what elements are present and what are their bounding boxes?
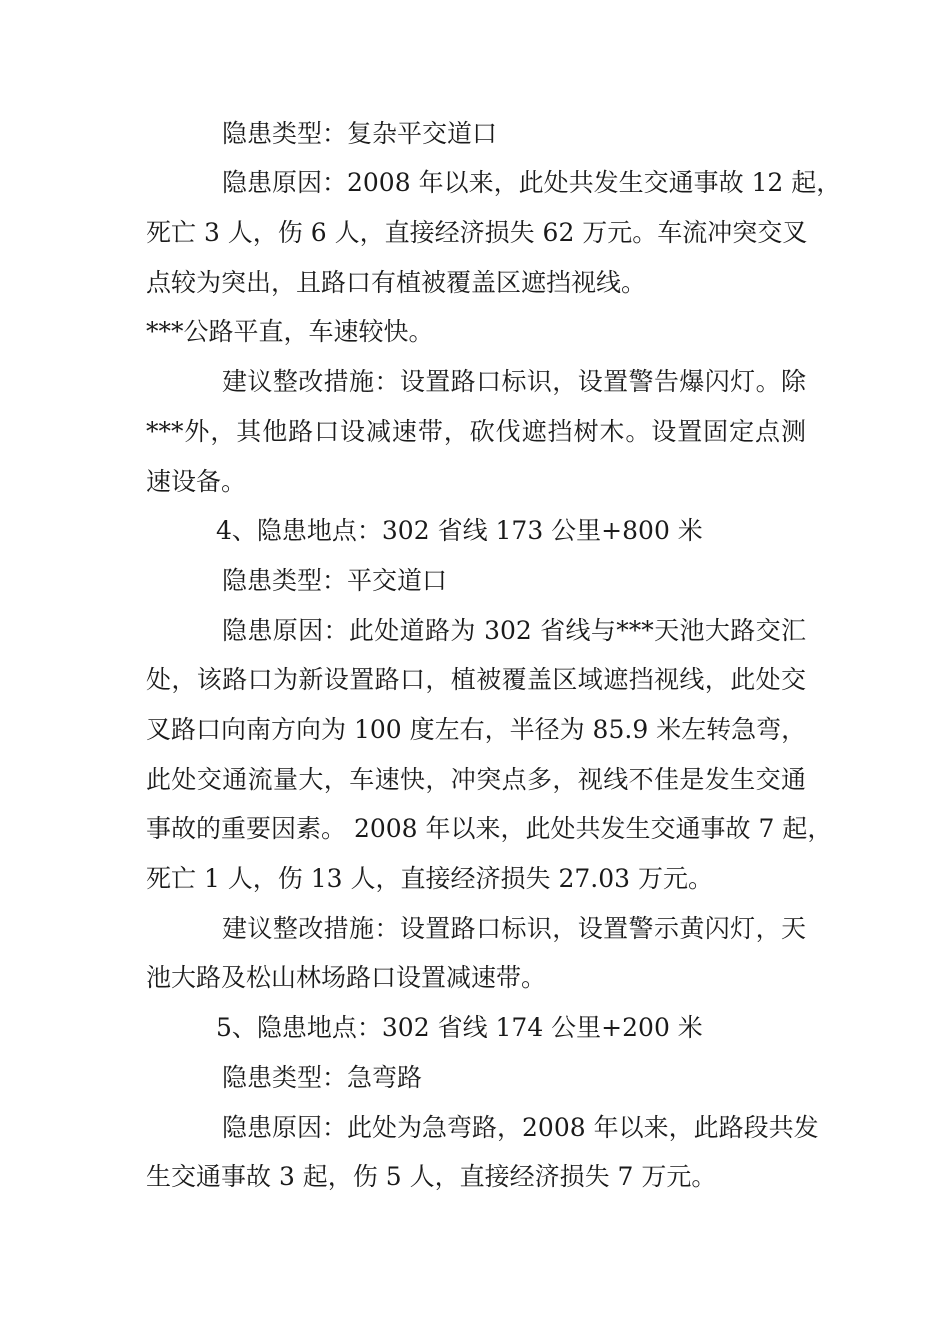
paragraph-line: 此处交通流量大，车速快，冲突点多，视线不佳是发生交通 [146,765,806,794]
paragraph-line: 处，该路口为新设置路口，植被覆盖区域遮挡视线，此处交 [146,665,806,694]
paragraph-line: 建议整改措施：设置路口标识，设置警示黄闪灯，天 [222,914,806,943]
paragraph-line: 隐患类型：平交道口 [222,566,448,595]
paragraph-line: 池大路及松山林场路口设置减速带。 [146,963,547,992]
paragraph-line: 生交通事故 3 起，伤 5 人，直接经济损失 7 万元。 [146,1162,717,1191]
paragraph-line: 隐患原因：2008 年以来，此处共发生交通事故 12 起， [222,168,842,197]
paragraph-line: 隐患原因：此处道路为 302 省线与***天池大路交汇 [222,616,806,645]
paragraph-line: 死亡 3 人，伤 6 人，直接经济损失 62 万元。车流冲突交叉 [146,218,808,247]
paragraph-line: 建议整改措施：设置路口标识，设置警告爆闪灯。除 [222,367,806,396]
paragraph-line: 点较为突出，且路口有植被覆盖区遮挡视线。 [146,268,647,297]
paragraph-line: ***公路平直，车速较快。 [146,317,434,346]
paragraph-line: ***外，其他路口设减速带，砍伐遮挡树木。设置固定点测 [146,417,806,446]
section-heading: 5、隐患地点：302 省线 174 公里+200 米 [216,1013,703,1042]
paragraph-line: 死亡 1 人，伤 13 人，直接经济损失 27.03 万元。 [146,864,713,893]
paragraph-line: 事故的重要因素。 2008 年以来，此处共发生交通事故 7 起， [146,814,833,843]
section-heading: 4、隐患地点：302 省线 173 公里+800 米 [216,516,703,545]
paragraph-line: 隐患原因：此处为急弯路，2008 年以来，此路段共发 [222,1113,819,1142]
paragraph-line: 速设备。 [146,467,247,496]
paragraph-line: 叉路口向南方向为 100 度左右，半径为 85.9 米左转急弯， [146,715,807,744]
paragraph-line: 隐患类型：急弯路 [222,1063,423,1092]
paragraph-line: 隐患类型：复杂平交道口 [222,119,498,148]
